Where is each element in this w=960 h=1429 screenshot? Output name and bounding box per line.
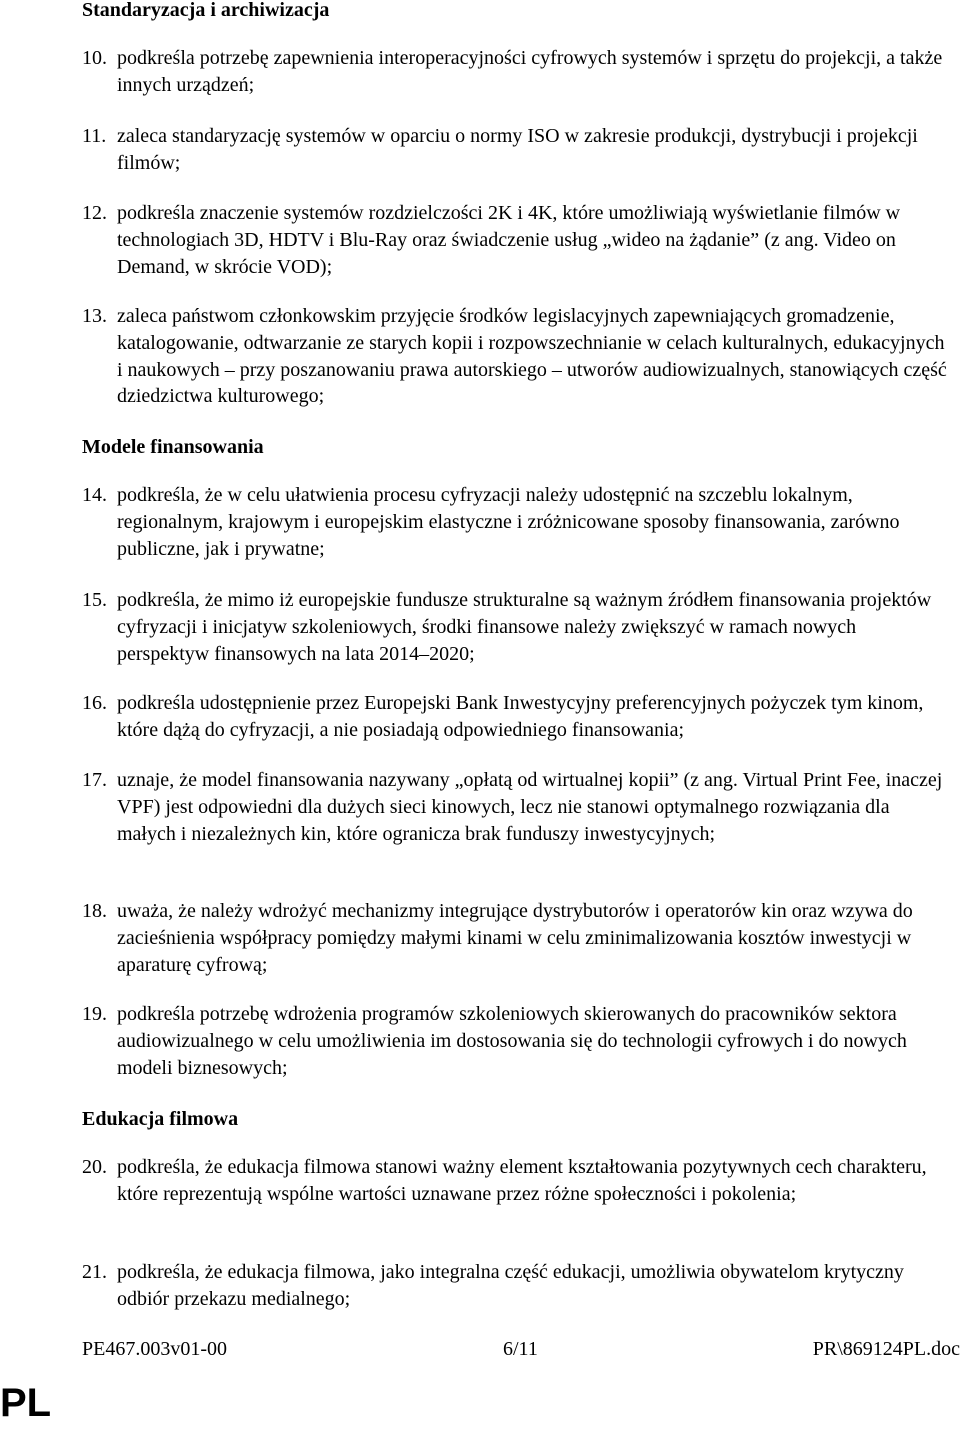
item-text: podkreśla potrzebę zapewnienia interoperacyjności cyfrowych systemów i sprzętu do projekcji, a także innych urządzeń; <box>117 47 943 96</box>
item-text: uznaje, że model finansowania nazywany „opłatą od wirtualnej kopii” (z ang. Virtual Print Fee, inaczej VPF) jest odpowiedni dla dużych sieci kinowych, lecz nie stanowi optymalnego rozwiązania dla małych i niezależnych kin, które ogranicza brak funduszy inwestycyjnych; <box>117 769 943 845</box>
list-item <box>82 767 952 847</box>
item-number: 13. <box>82 305 107 327</box>
list-item <box>82 45 952 99</box>
item-text: podkreśla znaczenie systemów rozdzielczości 2K i 4K, które umożliwiają wyświetlanie filmów w technologiach 3D, HDTV i Blu-Ray oraz świadczenie usług „wideo na żądanie” (z ang. Video on Demand, w skrócie VOD); <box>117 202 901 278</box>
item-number: 19. <box>82 1003 107 1025</box>
list-item <box>82 482 952 562</box>
item-number: 10. <box>82 47 107 69</box>
list-item <box>82 303 952 410</box>
list-item <box>82 690 952 744</box>
section-heading: Modele finansowania <box>82 436 264 458</box>
section-heading: Edukacja filmowa <box>82 1108 239 1130</box>
list-item <box>82 123 952 177</box>
item-number: 17. <box>82 769 107 791</box>
item-number: 12. <box>82 202 107 224</box>
item-number: 20. <box>82 1156 107 1178</box>
item-text: zaleca państwom członkowskim przyjęcie środków legislacyjnych zapewniających gromadzenie, katalogowanie, odtwarzanie ze starych kopii i rozpowszechnianie w celach kulturalnych, edukacyjnych i naukowych – przy poszanowaniu prawa autorskiego – utworów audiowizualnych, stanowiących część dziedzictwa kulturowego; <box>117 305 947 408</box>
list-item <box>82 1001 952 1081</box>
item-text: podkreśla udostępnienie przez Europejski Bank Inwestycyjny preferencyjnych pożyczek tym kinom, które dążą do cyfryzacji, a nie posiadają odpowiedniego finansowania; <box>117 692 924 741</box>
item-number: 11. <box>82 125 107 147</box>
language-code: PL <box>0 1381 52 1425</box>
item-number: 15. <box>82 589 107 611</box>
item-text: podkreśla, że edukacja filmowa, jako integralna część edukacji, umożliwia obywatelom krytyczny odbiór przekazu medialnego; <box>117 1261 904 1310</box>
section-heading: Standaryzacja i archiwizacja <box>82 0 330 21</box>
item-text: zaleca standaryzację systemów w oparciu o normy ISO w zakresie produkcji, dystrybucji i projekcji filmów; <box>117 125 918 174</box>
item-text: podkreśla, że w celu ułatwienia procesu cyfryzacji należy udostępnić na szczeblu lokalnym, regionalnym, krajowym i europejskim elastyczne i zróżnicowane sposoby finansowania, zarówno publiczne, jak i prywatne; <box>117 484 900 560</box>
item-text: podkreśla potrzebę wdrożenia programów szkoleniowych skierowanych do pracowników sektora audiowizualnego w celu umożliwienia im dostosowania się do technologii cyfrowych i do nowych modeli biznesowych; <box>117 1003 907 1079</box>
list-item <box>82 898 952 978</box>
list-item <box>82 587 952 667</box>
item-number: 21. <box>82 1261 107 1283</box>
list-item <box>82 1259 952 1313</box>
item-number: 14. <box>82 484 107 506</box>
item-number: 18. <box>82 900 107 922</box>
item-number: 16. <box>82 692 107 714</box>
list-item <box>82 1154 952 1208</box>
item-text: podkreśla, że mimo iż europejskie fundusze strukturalne są ważnym źródłem finansowania projektów cyfryzacji i inicjatyw szkoleniowych, środki finansowe należy zwiększyć w ramach nowych perspektyw finansowych na lata 2014–2020; <box>117 589 932 665</box>
item-text: podkreśla, że edukacja filmowa stanowi ważny element kształtowania pozytywnych cech charakteru, które reprezentują wspólne wartości uznawane przez różne społeczności i pokolenia; <box>117 1156 927 1205</box>
list-item <box>82 200 952 280</box>
footer-file-ref: PR\869124PL.doc <box>812 1338 960 1360</box>
footer-page-number: 6/11 <box>503 1338 538 1360</box>
item-text: uważa, że należy wdrożyć mechanizmy integrujące dystrybutorów i operatorów kin oraz wzywa do zacieśnienia współpracy pomiędzy małymi kinami w celu zminimalizowania kosztów inwestycji w aparaturę cyfrową; <box>117 900 913 976</box>
footer-doc-id: PE467.003v01-00 <box>82 1338 227 1360</box>
